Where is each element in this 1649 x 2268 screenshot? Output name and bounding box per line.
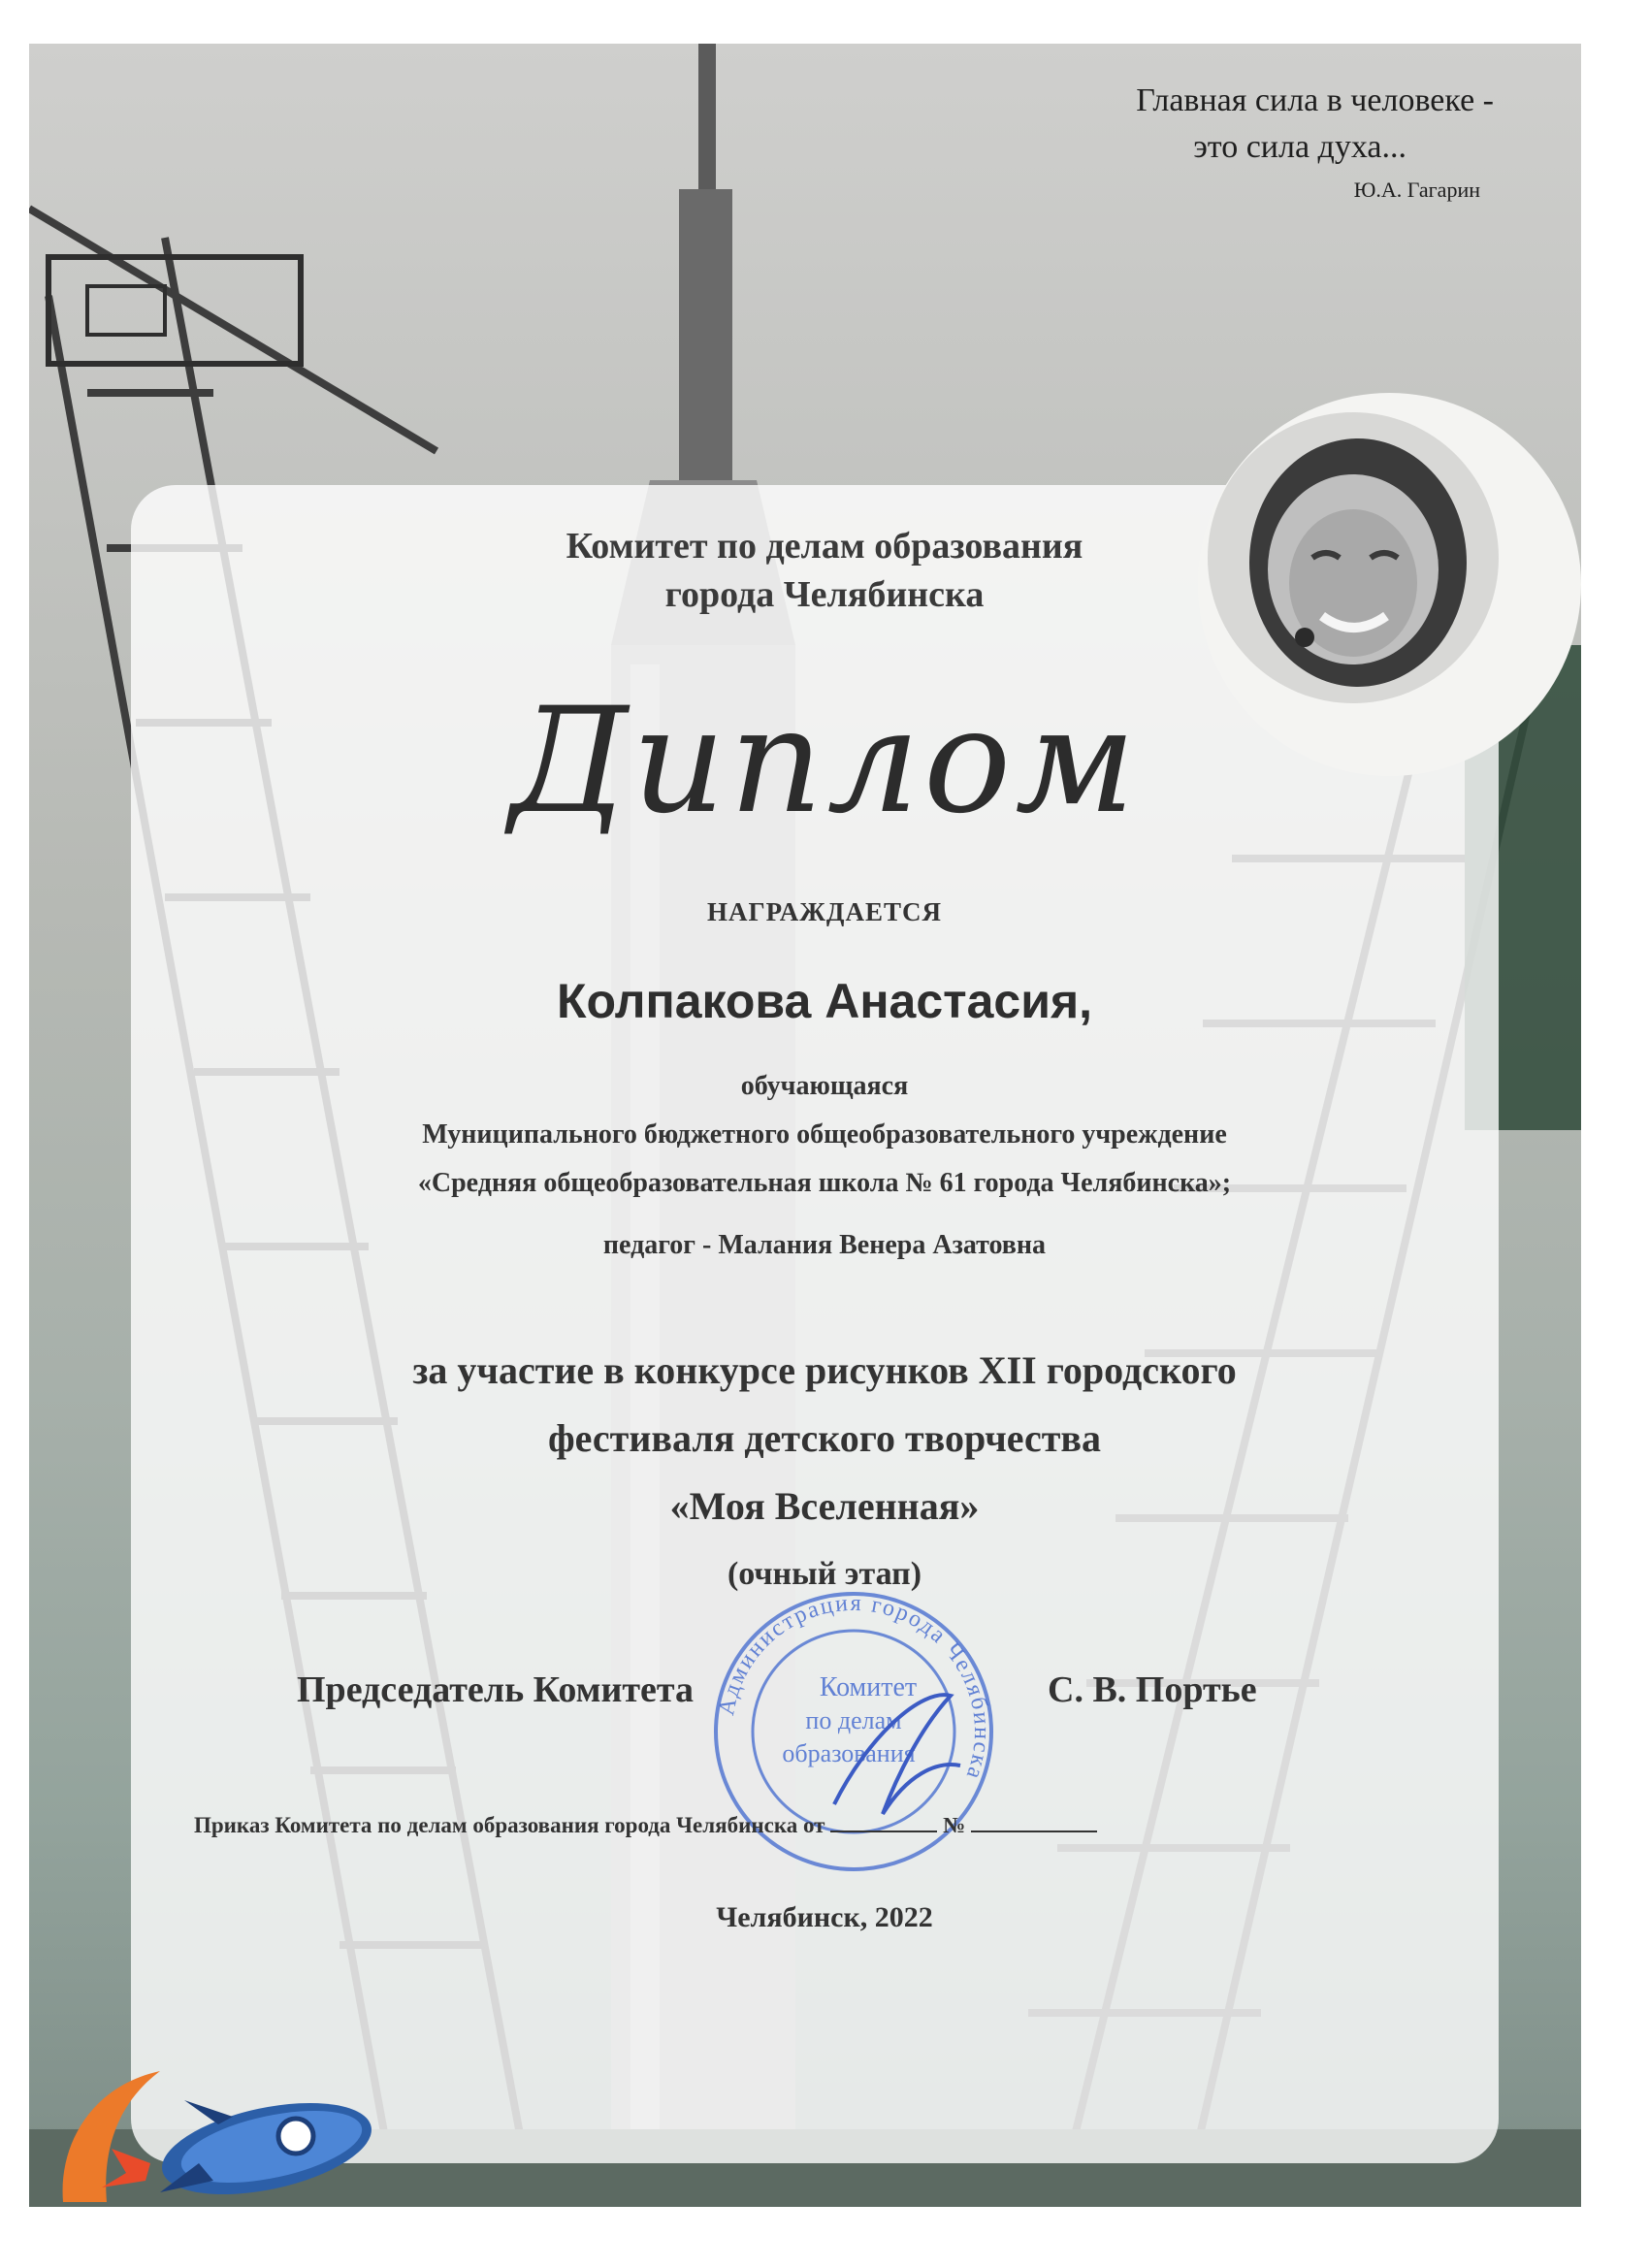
order-text: Приказ Комитета по делам образования города Челябинска от xyxy=(194,1813,825,1837)
study-info xyxy=(0,1062,1649,1270)
awarded-label: НАГРАЖДАЕТСЯ xyxy=(706,897,942,926)
stamp-ring-text: Администрация города Челябинска xyxy=(714,1590,995,1784)
stamp-center-line-1: Комитет xyxy=(819,1672,918,1702)
order-number-blank xyxy=(971,1809,1097,1832)
epigraph-line-1: Главная сила в человеке - xyxy=(1136,82,1494,118)
study-line-1: обучающаяся xyxy=(740,1071,909,1101)
issuer-heading xyxy=(0,522,1649,619)
signatory-position: Председатель Комитета xyxy=(297,1669,695,1710)
reason-line-2: фестиваля детского творчества xyxy=(548,1416,1101,1460)
stamp-center-line-2: по делам xyxy=(805,1706,902,1734)
epigraph xyxy=(912,78,1494,210)
teacher-line: педагог - Малания Венера Азатовна xyxy=(602,1230,1047,1260)
reason-line-1: за участие в конкурсе рисунков XII городского xyxy=(412,1348,1237,1392)
study-line-2: Муниципального бюджетного общеобразовательного учреждение xyxy=(422,1119,1227,1150)
festival-rocket-logo xyxy=(53,2057,403,2212)
order-date-blank xyxy=(830,1809,937,1832)
issuer-line-2: города Челябинска xyxy=(664,574,985,615)
order-line xyxy=(194,1809,1455,1838)
epigraph-line-2: это сила духа... xyxy=(1193,129,1406,165)
epigraph-author: Ю.А. Гагарин xyxy=(1353,178,1480,202)
issuer-line-1: Комитет по делам образования xyxy=(566,526,1083,567)
recipient-name: Колпакова Анастасия, xyxy=(556,974,1093,1028)
stamp-center-line-3: образования xyxy=(782,1739,916,1767)
signature-row xyxy=(291,1669,1310,1727)
order-number-sign: № xyxy=(942,1813,966,1837)
diploma-title: Диплом xyxy=(509,677,1140,846)
reason-line-3: «Моя Вселенная» xyxy=(669,1484,980,1528)
study-line-3: «Средняя общеобразовательная школа № 61 города Челябинска»; xyxy=(417,1168,1232,1198)
rocket-logo-icon xyxy=(53,2057,403,2212)
reason-line-4: (очный этап) xyxy=(727,1556,922,1592)
award-reason xyxy=(0,1337,1649,1608)
city-year: Челябинск, 2022 xyxy=(716,1901,933,1933)
signatory-name: С. В. Портье xyxy=(1048,1669,1257,1710)
